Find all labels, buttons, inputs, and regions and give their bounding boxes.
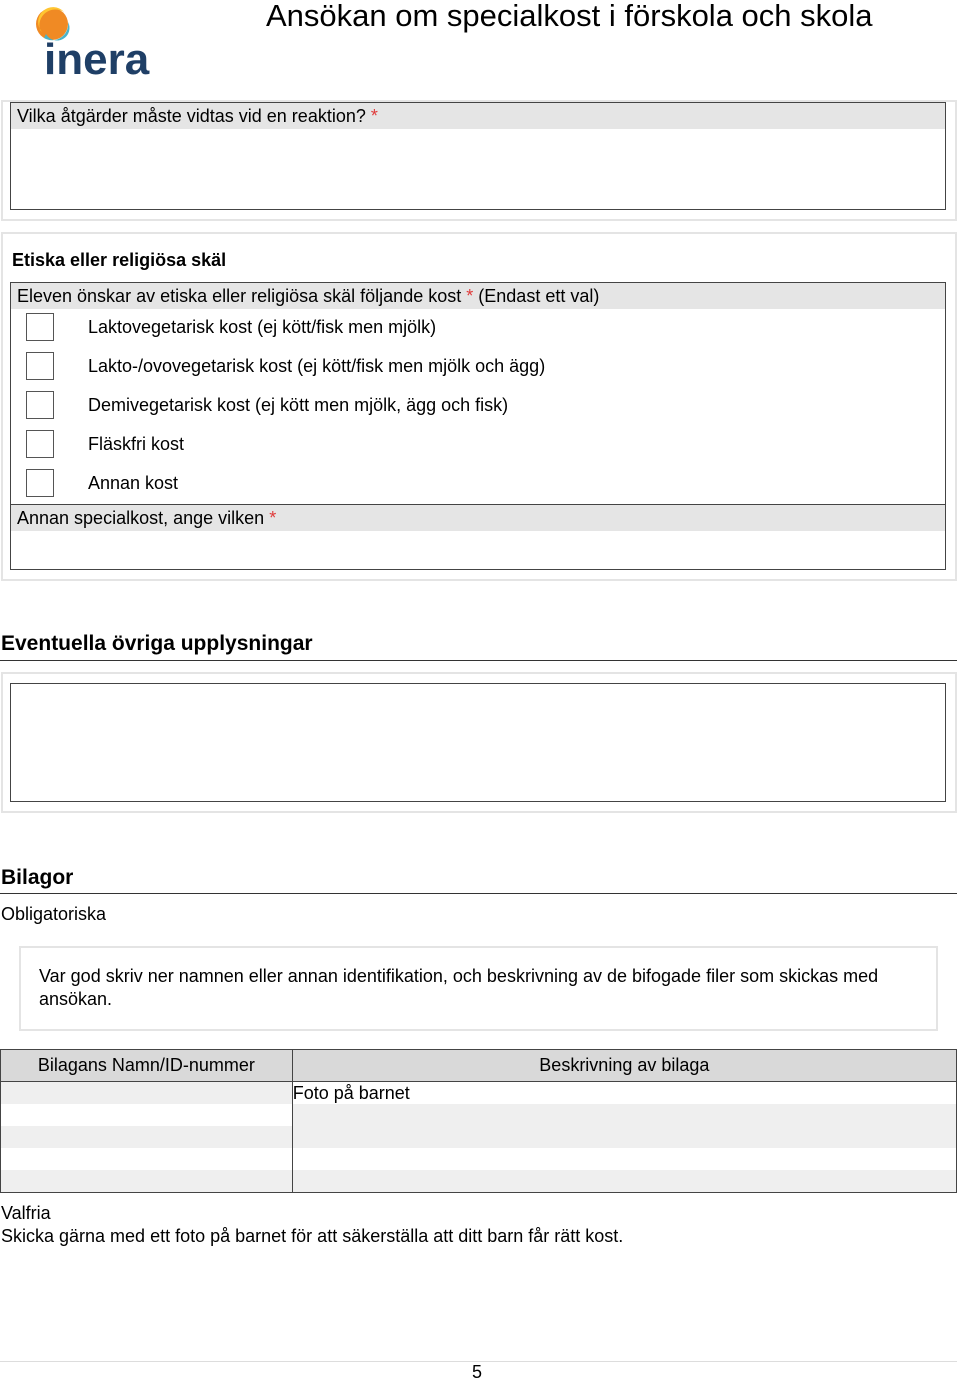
table-row — [1, 1148, 957, 1170]
attachment-name-cell[interactable] — [1, 1126, 293, 1148]
table-row — [1, 1104, 957, 1126]
checkbox-laktovegetarisk[interactable] — [26, 313, 54, 341]
reaction-field[interactable] — [10, 102, 946, 210]
attachments-instructions-box — [19, 946, 938, 1031]
checkbox-annan-kost[interactable] — [26, 469, 54, 497]
optional-label: Valfria — [1, 1203, 51, 1223]
attachment-description-cell[interactable] — [292, 1170, 956, 1193]
attachment-name-cell[interactable] — [1, 1170, 293, 1193]
page-number: 5 — [472, 1362, 483, 1382]
document-title: Ansökan om specialkost i förskola och skola — [266, 0, 873, 33]
other-diet-field[interactable] — [10, 504, 946, 570]
table-row — [1, 1082, 957, 1105]
option-label: Lakto-/ovovegetarisk kost (ej kött/fisk men mjölk och ägg) — [88, 356, 546, 376]
attachments-table — [0, 1049, 957, 1193]
attachment-description-cell[interactable] — [292, 1104, 956, 1126]
inera-logo — [30, 2, 160, 80]
attachment-name-cell[interactable] — [1, 1104, 293, 1126]
table-row — [1, 1126, 957, 1148]
attachment-description-cell[interactable] — [292, 1126, 956, 1148]
column-header-description: Beskrivning av bilaga — [292, 1050, 956, 1082]
option-label: Laktovegetarisk kost (ej kött/fisk men mjölk) — [88, 317, 437, 337]
attachment-name-cell[interactable] — [1, 1082, 293, 1105]
ethics-section-title: Etiska eller religiösa skäl — [12, 250, 227, 270]
reaction-question-label: Vilka åtgärder måste vidtas vid en reaktion? * — [11, 103, 945, 129]
attachment-name-cell[interactable] — [1, 1148, 293, 1170]
attachment-description-cell[interactable] — [292, 1148, 956, 1170]
table-header-row — [1, 1050, 957, 1082]
attachments-instructions: Var god skriv ner namnen eller annan identifikation, och beskrivning av de bifogade filer som skickas med ansökan. — [39, 966, 879, 1009]
checkbox-lakto-ovovegetarisk[interactable] — [26, 352, 54, 380]
checkbox-demivegetarisk[interactable] — [26, 391, 54, 419]
attachments-title: Bilagor — [1, 866, 74, 889]
section-divider — [0, 893, 957, 894]
other-info-textarea[interactable] — [10, 683, 946, 802]
optional-note: Skicka gärna med ett foto på barnet för att säkerställa att ditt barn får rätt kost. — [1, 1226, 624, 1246]
attachments-subtitle: Obligatoriska — [1, 904, 107, 924]
table-row — [1, 1170, 957, 1193]
option-label: Annan kost — [88, 473, 179, 493]
diet-question-label: Eleven önskar av etiska eller religiösa skäl följande kost * (Endast ett val) — [11, 283, 945, 309]
attachment-description-cell[interactable]: Foto på barnet — [292, 1083, 410, 1103]
column-header-name: Bilagans Namn/ID-nummer — [1, 1050, 293, 1082]
option-label: Fläskfri kost — [88, 434, 185, 454]
section-divider — [0, 660, 957, 661]
other-diet-label: Annan specialkost, ange vilken * — [11, 505, 945, 531]
other-info-title: Eventuella övriga upplysningar — [1, 632, 313, 655]
svg-text:inera: inera — [44, 35, 150, 80]
option-label: Demivegetarisk kost (ej kött men mjölk, ägg och fisk) — [88, 395, 509, 415]
checkbox-flaskfri[interactable] — [26, 430, 54, 458]
